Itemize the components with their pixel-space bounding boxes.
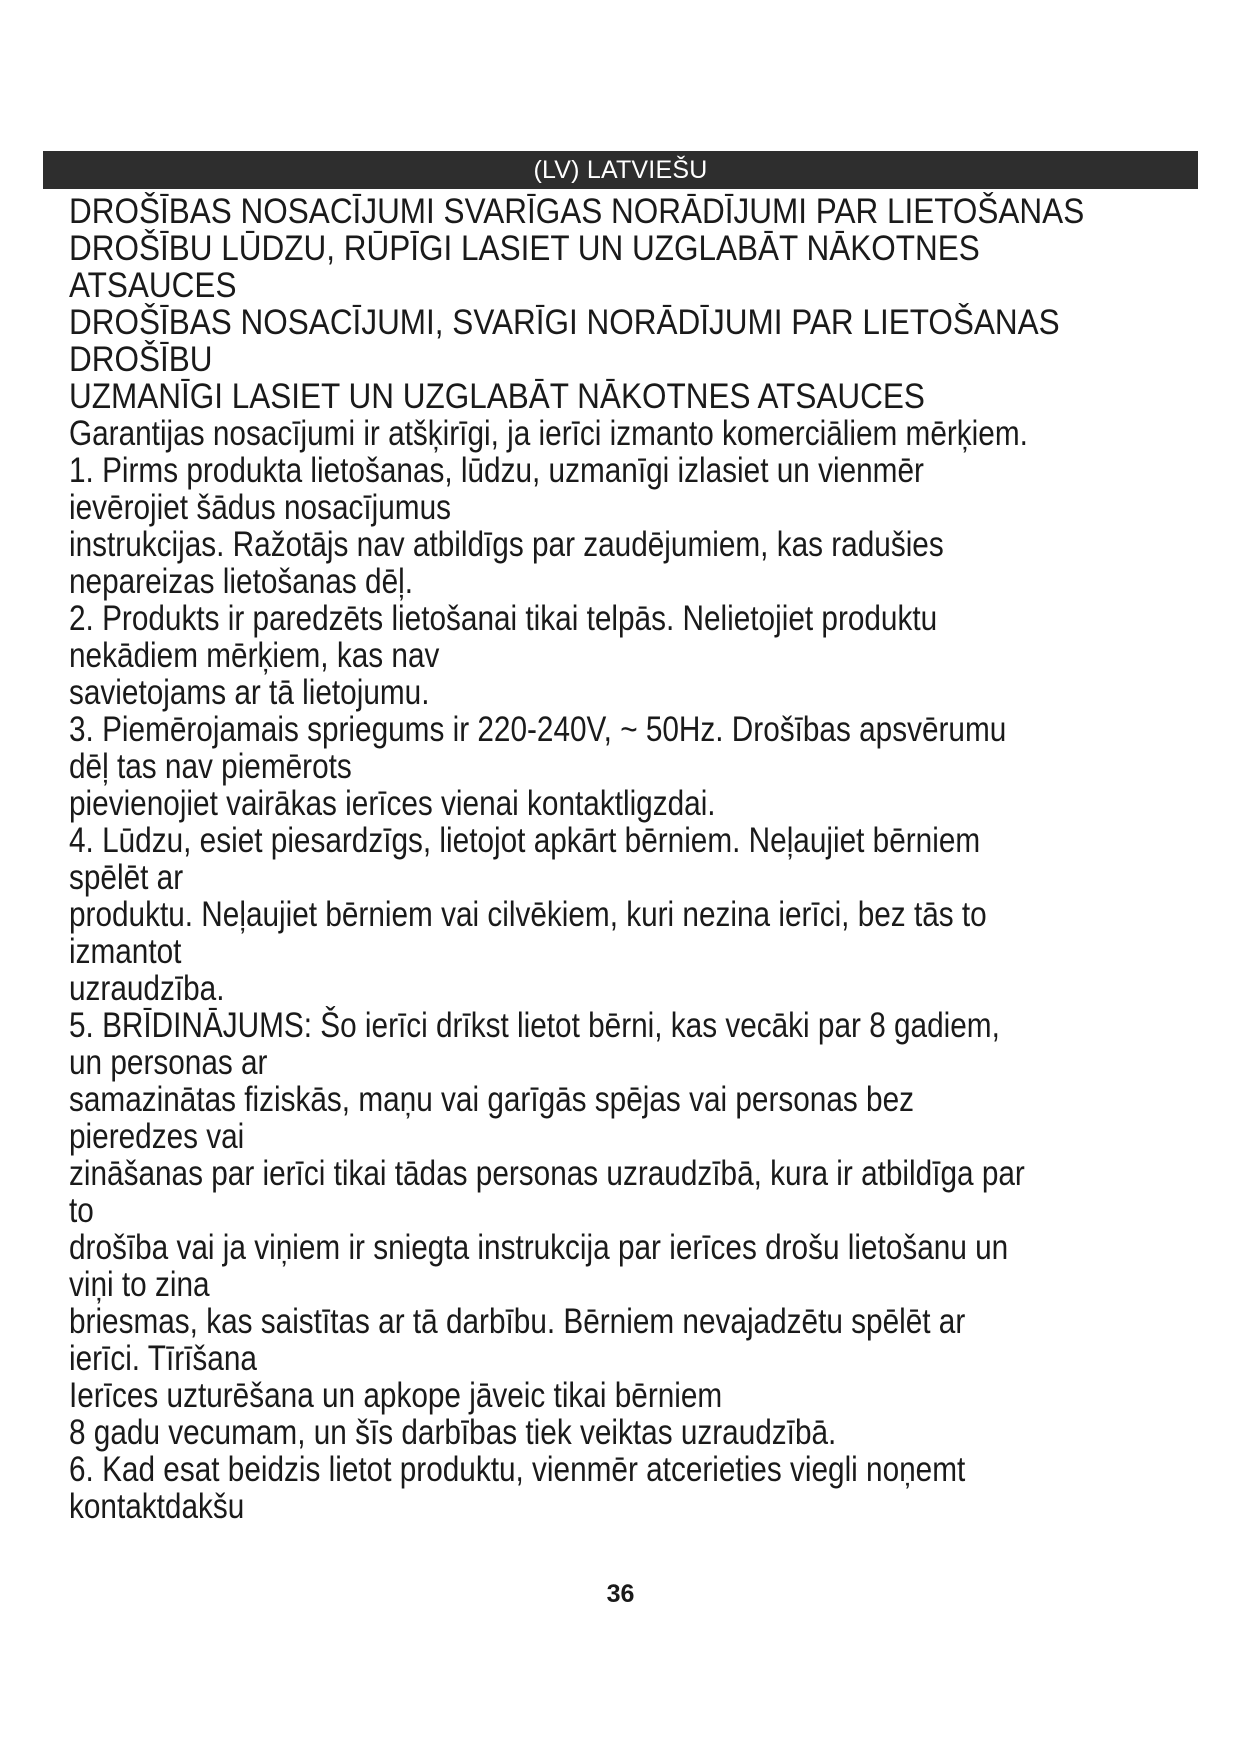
body-line: pieredzes vai	[69, 1117, 245, 1156]
page-number: 36	[606, 1580, 635, 1608]
body-line: dēļ tas nav piemērots	[69, 747, 352, 786]
body-line: samazinātas fiziskās, maņu vai garīgās spējas vai personas bez	[69, 1080, 914, 1119]
body-line: 1. Pirms produkta lietošanas, lūdzu, uzmanīgi izlasiet un vienmēr	[69, 451, 924, 490]
body-line: uzraudzība.	[69, 969, 225, 1008]
body-line: Garantijas nosacījumi ir atšķirīgi, ja ierīci izmanto komerciāliem mērķiem.	[69, 414, 1028, 453]
title-line: DROŠĪBU LŪDZU, RŪPĪGI LASIET UN UZGLABĀT NĀKOTNES	[69, 229, 980, 268]
body-line: nekādiem mērķiem, kas nav	[69, 636, 440, 675]
body-line: spēlēt ar	[69, 858, 184, 897]
body-line: 4. Lūdzu, esiet piesardzīgs, lietojot apkārt bērniem. Neļaujiet bērniem	[69, 821, 981, 860]
body-line: 2. Produkts ir paredzēts lietošanai tikai telpās. Nelietojiet produktu	[69, 599, 938, 638]
title-line: DROŠĪBAS NOSACĪJUMI SVARĪGAS NORĀDĪJUMI PAR LIETOŠANAS	[69, 192, 1085, 231]
language-header-title: (LV) LATVIEŠU	[533, 156, 708, 184]
body-line: drošība vai ja viņiem ir sniegta instrukcija par ierīces drošu lietošanu un	[69, 1228, 1009, 1267]
body-line: instrukcijas. Ražotājs nav atbildīgs par zaudējumiem, kas radušies	[69, 525, 944, 564]
body-line: 8 gadu vecumam, un šīs darbības tiek veiktas uzraudzībā.	[69, 1413, 837, 1452]
title-line: UZMANĪGI LASIET UN UZGLABĀT NĀKOTNES ATSAUCES	[69, 377, 925, 416]
document-body	[69, 193, 1189, 1525]
title-line: ATSAUCES	[69, 266, 237, 305]
body-line: un personas ar	[69, 1043, 268, 1082]
title-line: DROŠĪBU	[69, 340, 213, 379]
body-line: nepareizas lietošanas dēļ.	[69, 562, 414, 601]
body-line: Ierīces uzturēšana un apkope jāveic tikai bērniem	[69, 1376, 723, 1415]
body-line: zināšanas par ierīci tikai tādas personas uzraudzībā, kura ir atbildīga par	[69, 1154, 1025, 1193]
body-line: ievērojiet šādus nosacījumus	[69, 488, 451, 527]
body-line: viņi to zina	[69, 1265, 210, 1304]
body-line: 3. Piemērojamais spriegums ir 220-240V, ~ 50Hz. Drošības apsvērumu	[69, 710, 1007, 749]
body-line: kontaktdakšu	[69, 1487, 245, 1526]
body-line: to	[69, 1191, 94, 1230]
body-line: izmantot	[69, 932, 182, 971]
body-line: savietojams ar tā lietojumu.	[69, 673, 430, 712]
body-line: 5. BRĪDINĀJUMS: Šo ierīci drīkst lietot bērni, kas vecāki par 8 gadiem,	[69, 1006, 1000, 1045]
body-line: pievienojiet vairākas ierīces vienai kontaktligzdai.	[69, 784, 716, 823]
body-line: produktu. Neļaujiet bērniem vai cilvēkiem, kuri nezina ierīci, bez tās to	[69, 895, 987, 934]
language-header-bar	[43, 151, 1198, 189]
body-line: ierīci. Tīrīšana	[69, 1339, 257, 1378]
title-line: DROŠĪBAS NOSACĪJUMI, SVARĪGI NORĀDĪJUMI PAR LIETOŠANAS	[69, 303, 1060, 342]
body-line: 6. Kad esat beidzis lietot produktu, vienmēr atcerieties viegli noņemt	[69, 1450, 966, 1489]
body-line: briesmas, kas saistītas ar tā darbību. Bērniem nevajadzētu spēlēt ar	[69, 1302, 966, 1341]
